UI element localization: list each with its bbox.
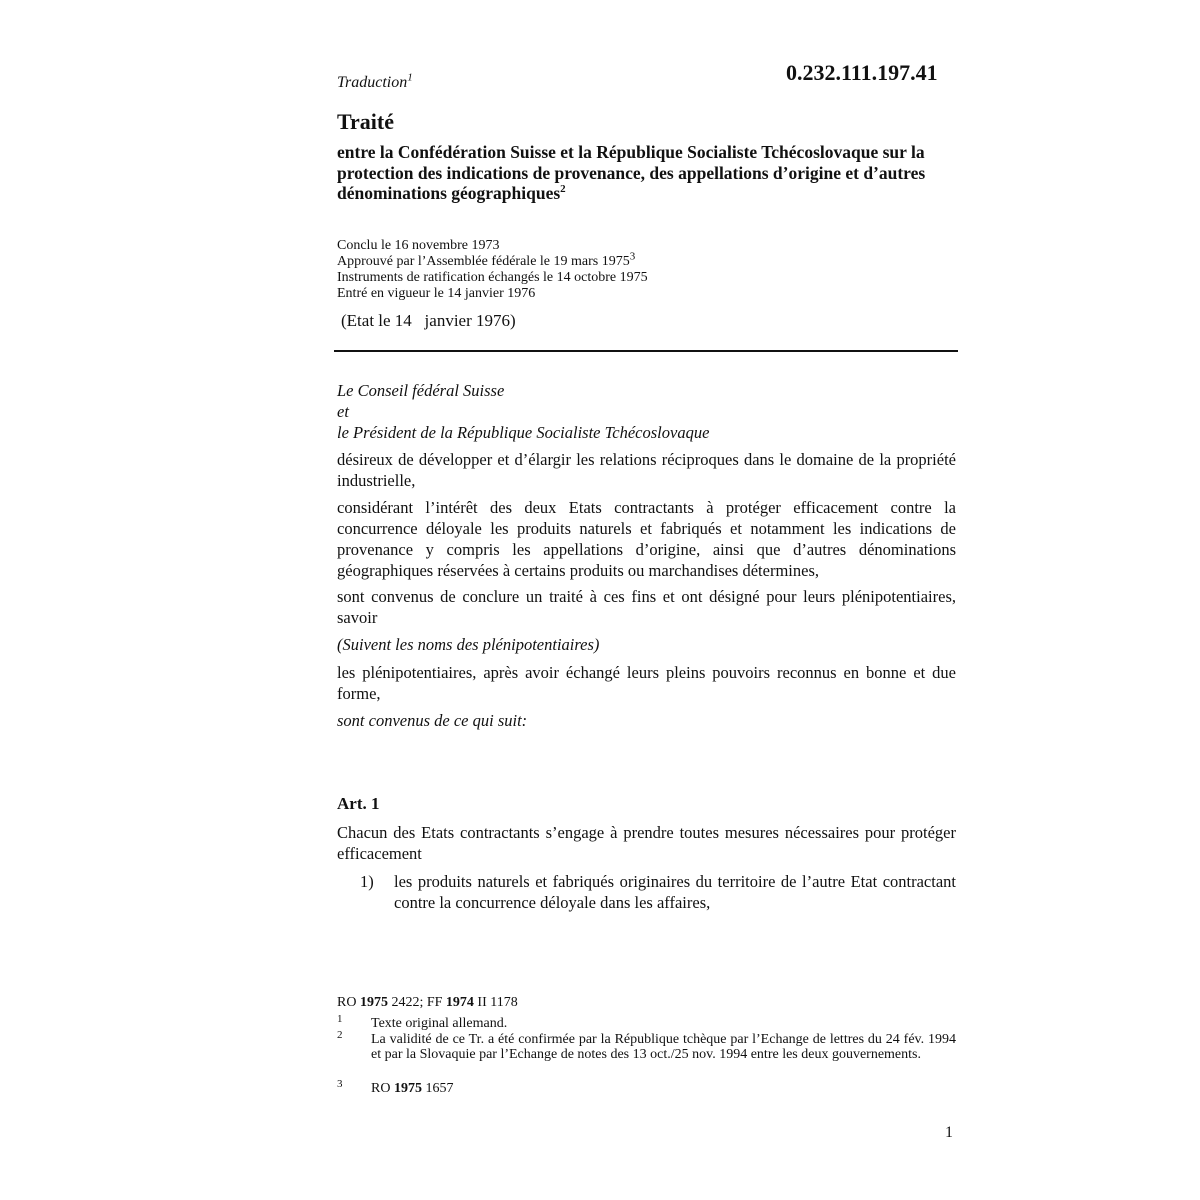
plenipotentiaries-note: (Suivent les noms des plénipotentiaires) [337,635,600,654]
ro-prefix: RO [337,995,357,1010]
ro-suffix: II 1178 [477,995,518,1010]
footnote-ref-1: 1 [407,71,413,84]
article-item-text: les produits naturels et fabriqués originaires du territoire de l’autre Etat contractant contre la concurrence déloyale dans les affaires, [394,872,956,912]
article-heading: Art. 1 [337,794,380,813]
preamble-paragraph: considérant l’intérêt des deux Etats contractants à protéger efficacement contre la concurrence déloyale les produits naturels et fabriqués et notamment les indications de provenance y compris les appellations d’origine, ainsi que d’autres dénominations géographiques réservées à certains produits ou marchandises détermines, [337,498,956,580]
fn3-page: 1657 [425,1081,454,1096]
preamble-paragraph: les plénipotentiaires, après avoir échangé leurs pleins pouvoirs reconnus en bonne et due forme, [337,663,956,703]
meta-instruments: Instruments de ratification échangés le 14 octobre 1975 [337,270,648,285]
party-conjunction: et [337,402,349,421]
ro-mid: 2422; FF [391,995,443,1010]
footnote-1-mark: 1 [337,1013,343,1025]
footnote-1-text: Texte original allemand. [371,1016,508,1031]
footnote-3-mark: 3 [337,1078,343,1090]
document-title: Traité [337,109,395,134]
meta-approved [337,250,636,270]
fn3-prefix: RO [371,1081,391,1096]
page-number: 1 [945,1124,953,1141]
footnote-3-text [371,1081,453,1096]
footnote-2-text: La validité de ce Tr. a été confirmée par la République tchèque par l’Echange de lettres du 24 fév. 1994 et par la Slovaquie par l’Echange de notes des 13 oct./25 nov. 1994 entre les deux gouvernements. [371,1032,956,1062]
article-text: Chacun des Etats contractants s’engage à prendre toutes mesures nécessaires pour protéger efficacement [337,823,956,863]
preamble-paragraph: sont convenus de conclure un traité à ces fins et ont désigné pour leurs plénipotentiaires, savoir [337,587,956,627]
meta-entered-into-force: Entré en vigueur le 14 janvier 1976 [337,286,536,301]
translation-label-text: Traduction [337,74,408,91]
footnote-ref-2: 2 [560,183,566,196]
meta-concluded: Conclu le 16 novembre 1973 [337,238,500,253]
document-subtitle [337,142,956,204]
document-subtitle-text: entre la Confédération Suisse et la République Socialiste Tchécoslovaque sur la protection des indications de provenance, des appellations d’origine et d’autres dénominations géographiques [337,142,926,203]
party-switzerland: Le Conseil fédéral Suisse [337,381,505,400]
meta-approved-text: Approuvé par l’Assemblée fédérale le 19 mars 1975 [337,254,630,269]
official-compilation-reference [337,995,518,1010]
translation-label [337,71,413,92]
agreement-clause: sont convenus de ce qui suit: [337,711,528,730]
fn3-year: 1975 [393,1081,422,1096]
ff-year: 1974 [445,995,474,1010]
sr-number: 0.232.111.197.41 [786,60,938,85]
ro-year: 1975 [359,995,388,1010]
meta-status: (Etat le 14 janvier 1976) [341,311,516,330]
header-divider [334,350,958,352]
preamble-paragraph: désireux de développer et d’élargir les relations réciproques dans le domaine de la propriété industrielle, [337,450,956,490]
article-item-number: 1) [360,872,374,891]
footnote-2-mark: 2 [337,1029,343,1041]
footnote-ref-3: 3 [629,250,636,263]
party-czechoslovakia: le Président de la République Socialiste Tchécoslovaque [337,423,710,442]
